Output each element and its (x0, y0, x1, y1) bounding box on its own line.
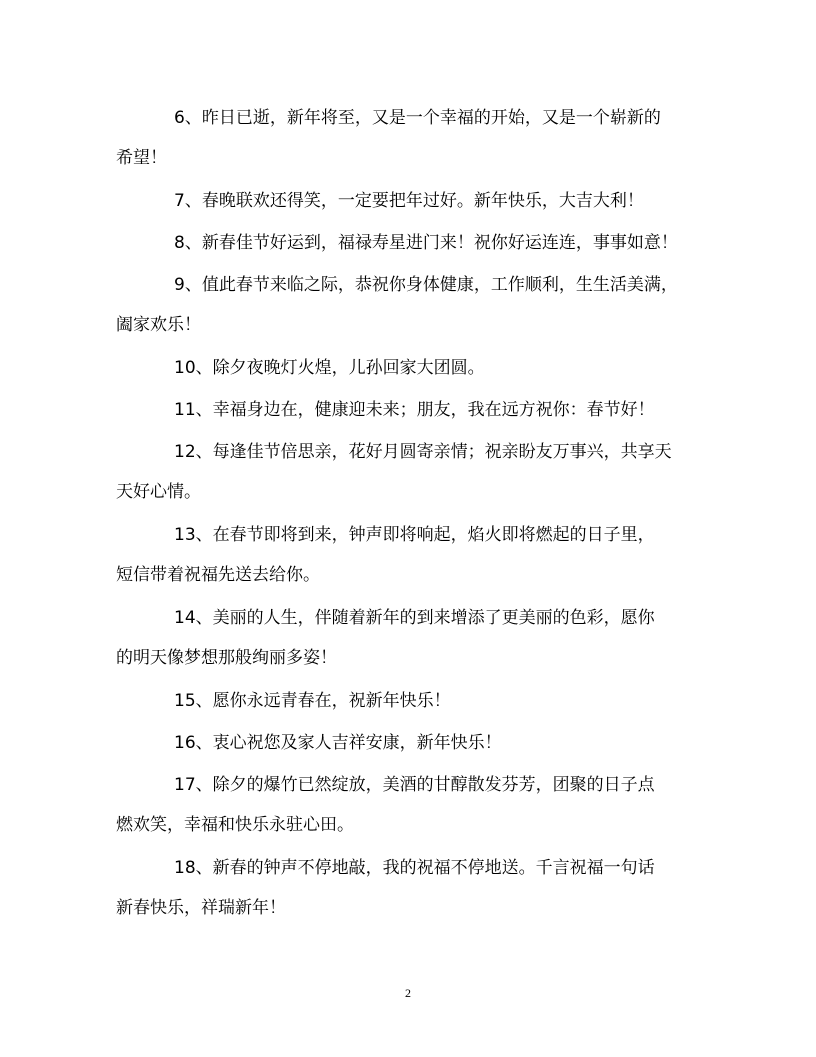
paragraph-line: 13、在春节即将到来，钟声即将响起，焰火即将燃起的日子里， (174, 525, 655, 545)
paragraph-10 (116, 348, 716, 388)
paragraph-12 (116, 432, 716, 512)
paragraph-line: 15、愿你永远青春在，祝新年快乐！ (174, 691, 451, 711)
paragraph-line: 天好心情。 (116, 482, 201, 502)
paragraph-11 (116, 390, 716, 430)
paragraph-8 (116, 223, 716, 263)
paragraph-line: 短信带着祝福先送去给你。 (116, 565, 320, 585)
paragraph-line: 14、美丽的人生，伴随着新年的到来增添了更美丽的色彩，愿你 (174, 608, 655, 628)
paragraph-9 (116, 265, 716, 345)
paragraph-15 (116, 681, 716, 721)
paragraph-line: 阖家欢乐！ (116, 315, 201, 335)
paragraph-line: 的明天像梦想那般绚丽多姿！ (116, 648, 337, 668)
paragraph-line: 12、每逢佳节倍思亲，花好月圆寄亲情；祝亲盼友万事兴，共享天 (174, 442, 672, 462)
paragraph-line: 希望！ (116, 148, 167, 168)
paragraph-7 (116, 181, 716, 221)
paragraph-13 (116, 515, 716, 595)
paragraph-line: 16、衷心祝您及家人吉祥安康，新年快乐！ (174, 733, 502, 753)
paragraph-line: 9、值此春节来临之际，恭祝你身体健康，工作顺利，生生活美满， (174, 275, 678, 295)
paragraph-14 (116, 598, 716, 678)
paragraph-17 (116, 765, 716, 845)
paragraph-line: 7、春晚联欢还得笑，一定要把年过好。新年快乐，大吉大利！ (174, 191, 644, 211)
paragraph-line: 18、新春的钟声不停地敲，我的祝福不停地送。千言祝福一句话 (174, 858, 655, 878)
paragraph-line: 11、幸福身边在，健康迎未来；朋友，我在远方祝你：春节好！ (174, 400, 655, 420)
page-number: 2 (405, 986, 411, 1000)
paragraph-line: 8、新春佳节好运到，福禄寿星进门来！祝你好运连连，事事如意！ (174, 233, 678, 253)
paragraph-line: 6、昨日已逝，新年将至，又是一个幸福的开始，又是一个崭新的 (174, 108, 661, 128)
paragraph-6 (116, 98, 716, 178)
paragraph-line: 17、除夕的爆竹已然绽放，美酒的甘醇散发芬芳，团聚的日子点 (174, 775, 655, 795)
paragraph-16 (116, 723, 716, 763)
paragraph-18 (116, 848, 716, 928)
paragraph-line: 新春快乐，祥瑞新年！ (116, 898, 286, 918)
paragraph-line: 燃欢笑，幸福和快乐永驻心田。 (116, 815, 354, 835)
paragraph-line: 10、除夕夜晚灯火煌，儿孙回家大团圆。 (174, 358, 485, 378)
